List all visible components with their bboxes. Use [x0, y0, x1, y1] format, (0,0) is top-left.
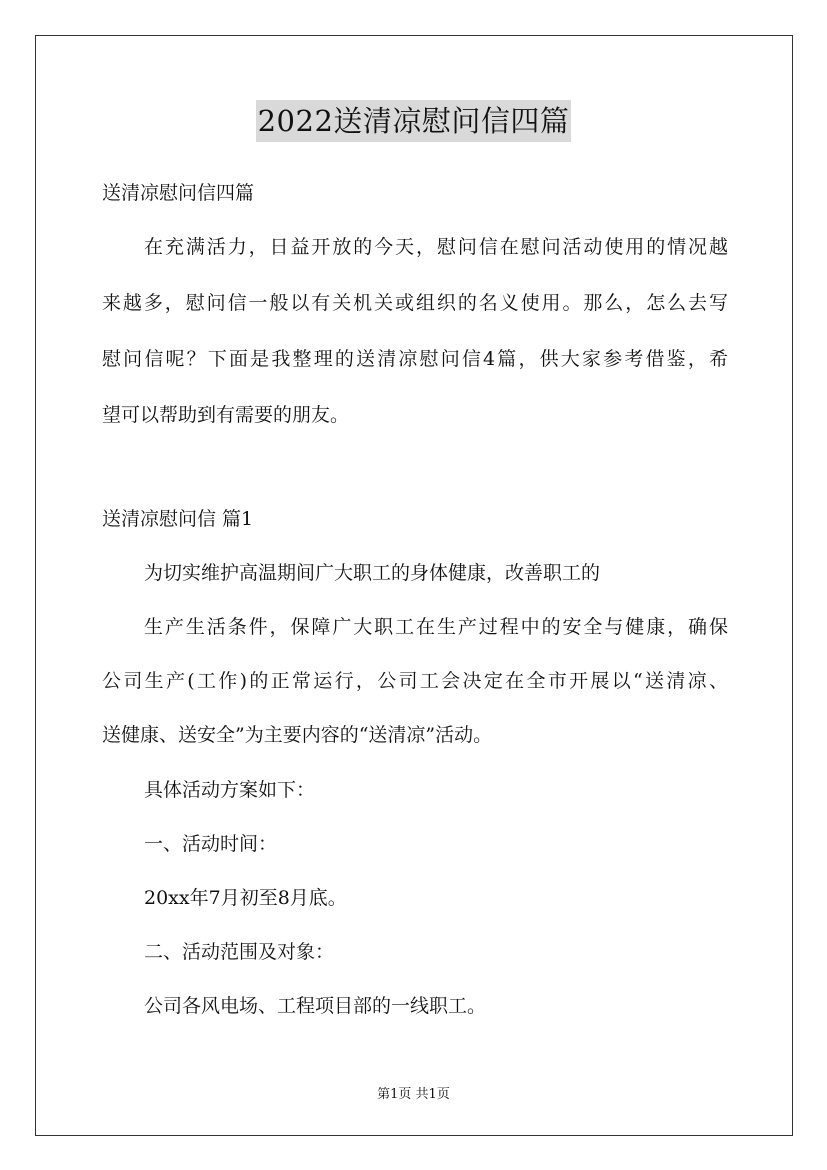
paragraph-line: 为切实维护高温期间广大职工的身体健康，改善职工的 [144, 562, 601, 584]
paragraph-line: 来越多，慰问信一般以有关机关或组织的名义使用。那么，怎么去写 [102, 292, 728, 314]
paragraph-line: 具体活动方案如下： [144, 779, 316, 801]
paragraph-line: 20xx年7月初至8月底。 [144, 887, 347, 909]
paragraph-line: 望可以帮助到有需要的朋友。 [102, 404, 350, 426]
paragraph-line: 在充满活力，日益开放的今天，慰问信在慰问活动使用的情况越 [144, 236, 728, 258]
section-heading: 送清凉慰问信 篇1 [102, 508, 254, 530]
intro-heading: 送清凉慰问信四篇 [102, 182, 255, 204]
list-heading: 一、活动时间： [144, 833, 278, 855]
page-number: 第1页 共1页 [377, 1087, 450, 1102]
paragraph-line: 公司各风电场、工程项目部的一线职工。 [144, 995, 487, 1017]
paragraph-line: 生产生活条件，保障广大职工在生产过程中的安全与健康，确保 [144, 616, 728, 638]
paragraph-line: 公司生产(工作)的正常运行，公司工会决定在全市开展以“送清凉、 [102, 670, 728, 692]
title-container [0, 100, 827, 142]
list-heading: 二、活动范围及对象： [144, 941, 335, 963]
document-title: 2022送清凉慰问信四篇 [256, 100, 572, 142]
paragraph-line: 慰问信呢？下面是我整理的送清凉慰问信4篇，供大家参考借鉴，希 [102, 348, 728, 370]
paragraph-line: 送健康、送安全”为主要内容的“送清凉”活动。 [102, 724, 493, 746]
